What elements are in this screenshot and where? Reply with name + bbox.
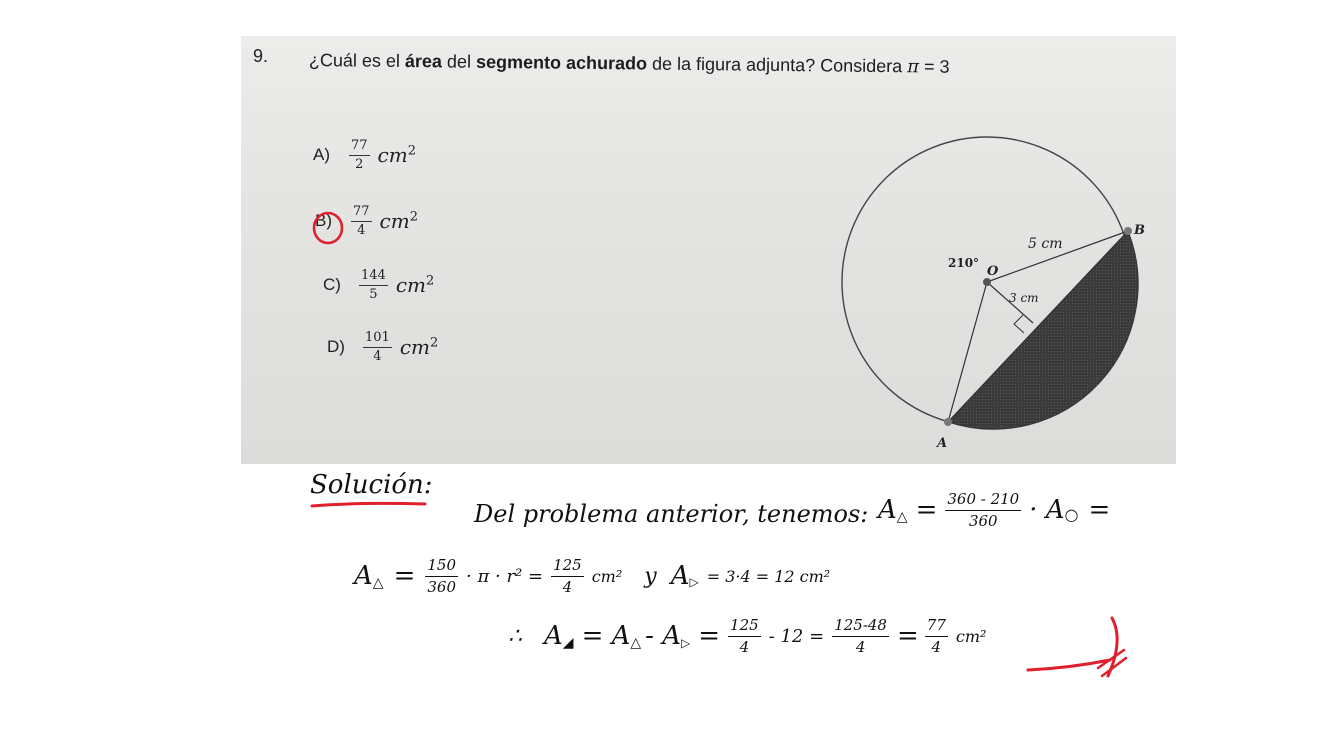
solution-title: Solución: bbox=[310, 470, 433, 500]
photo-question bbox=[241, 36, 1176, 464]
distance-label: 3 cm bbox=[1009, 291, 1039, 305]
answer-bracket bbox=[1108, 618, 1117, 676]
option-b-fraction: $\frac{77}{4}$ bbox=[353, 204, 370, 238]
point-a-label: A bbox=[937, 436, 948, 451]
option-d-fraction: $\frac{101}{4}$ bbox=[365, 330, 390, 364]
option-b[interactable]: B) $\frac{77}{4}$ $cm^2$ bbox=[315, 204, 418, 238]
angle-label: 210° bbox=[948, 256, 980, 270]
option-d[interactable]: D) $\frac{101}{4}$ $cm^2$ bbox=[327, 330, 439, 364]
option-a[interactable]: A) $\frac{77}{2}$ $cm^2$ bbox=[313, 138, 416, 172]
right-angle-mark bbox=[1014, 315, 1024, 333]
radius-label: 5 cm bbox=[1028, 236, 1063, 252]
point-b-dot bbox=[1124, 227, 1132, 235]
title-underline bbox=[312, 503, 425, 506]
solution-line-1-formula: A △ = $\frac{360 - 210}{360}$ · A ○ = bbox=[878, 490, 1111, 530]
option-c-fraction: $\frac{144}{5}$ bbox=[361, 268, 386, 302]
question-number: 9. bbox=[253, 46, 269, 66]
answer-underline bbox=[1028, 660, 1110, 670]
solution-line-2: A △ = $\frac{150}{360}$ · π · r² = $\frac{125}{4}$ cm² y A ▷ = 3·4 = 12 cm² bbox=[354, 556, 831, 596]
final-answer: $\frac{77}{4}$ bbox=[926, 616, 946, 656]
point-a-dot bbox=[944, 418, 952, 426]
point-b-label: B bbox=[1134, 223, 1145, 238]
circle-figure bbox=[241, 36, 1176, 464]
option-a-fraction: $\frac{77}{2}$ bbox=[351, 138, 368, 172]
question-text: ¿Cuál es el área del segmento achurado de la figura adjunta? Considera π = 3 bbox=[308, 50, 950, 78]
option-c[interactable]: C) $\frac{144}{5}$ $cm^2$ bbox=[323, 268, 435, 302]
center-label: O bbox=[987, 264, 999, 279]
solution-line-3: ∴ A ◢ = A △ - A ▷ = $\frac{125}{4}$ - 12 = $\frac{125-48}{4}$ = $\frac{77}{4}$ cm² bbox=[508, 616, 987, 656]
center-point bbox=[983, 278, 991, 286]
answer-hash-mark bbox=[1098, 650, 1126, 676]
solution-line-1: Del problema anterior, tenemos: bbox=[474, 500, 869, 528]
